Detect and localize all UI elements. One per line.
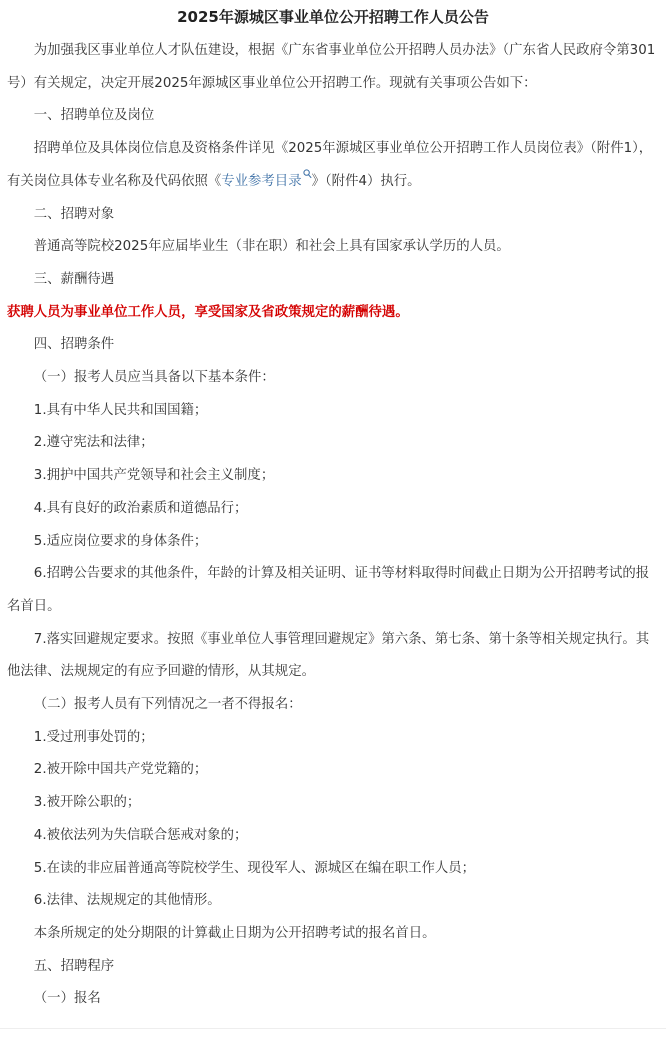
section-heading-target: 二、招聘对象 xyxy=(33,206,115,222)
article-body xyxy=(7,35,659,1016)
exclusion-note: 本条所规定的处分期限的计算截止日期为公开招聘考试的报名首日。 xyxy=(33,925,436,941)
units-text-end: 》（附件4）执行。 xyxy=(311,173,421,189)
page-title: 2025年源城区事业单位公开招聘工作人员公告 xyxy=(177,8,489,26)
exclusion-item: 4.被依法列为失信联合惩戒对象的； xyxy=(33,827,248,843)
exclusion-item: 3.被开除公职的； xyxy=(33,795,141,811)
conditions-exclusion-heading: （二）报考人员有下列情况之一者不得报名： xyxy=(33,697,302,713)
page-cut-divider xyxy=(0,1028,666,1029)
exclusion-item: 1.受过刑事处罚的； xyxy=(33,729,154,745)
procedure-registration-heading: （一）报名 xyxy=(33,991,101,1007)
search-icon[interactable] xyxy=(303,169,312,179)
intro-paragraph: 为加强我区事业单位人才队伍建设，根据《广东省事业单位公开招聘人员办法》（广东省人民政府令第301号）有关规定，决定开展2025年源城区事业单位公开招聘工作。现就有关事项公告如下： xyxy=(7,43,656,91)
section-heading-conditions: 四、招聘条件 xyxy=(33,337,115,353)
target-paragraph: 普通高等院校2025年应届毕业生（非在职）和社会上具有国家承认学历的人员。 xyxy=(33,239,510,255)
exclusion-item: 6.法律、法规规定的其他情形。 xyxy=(33,893,221,909)
section-heading-procedure: 五、招聘程序 xyxy=(33,958,115,974)
section-heading-salary: 三、薪酬待遇 xyxy=(33,271,115,287)
condition-item: 2.遵守宪法和法律； xyxy=(33,435,154,451)
exclusion-item: 2.被开除中国共产党党籍的； xyxy=(33,762,208,778)
condition-item: 4.具有良好的政治素质和道德品行； xyxy=(33,500,248,516)
condition-item: 7.落实回避规定要求。按照《事业单位人事管理回避规定》第六条、第七条、第十条等相关规定执行。其他法律、法规规定的有应予回避的情形，从其规定。 xyxy=(7,631,650,680)
catalog-link[interactable]: 专业参考目录 xyxy=(221,173,302,189)
units-paragraph xyxy=(7,133,659,198)
exclusion-item: 5.在读的非应届普通高等院校学生、现役军人、源城区在编在职工作人员； xyxy=(33,860,476,876)
condition-item: 5.适应岗位要求的身体条件； xyxy=(33,533,208,549)
section-heading-units: 一、招聘单位及岗位 xyxy=(33,108,155,124)
conditions-basic-heading: （一）报考人员应当具备以下基本条件： xyxy=(33,370,275,386)
condition-item: 3.拥护中国共产党领导和社会主义制度； xyxy=(33,468,275,484)
units-text-start: 招聘单位及具体岗位信息及资格条件详见《2025年源城区事业单位公开招聘工作人员岗位表》（附件1），有关岗位具体专业名称及代码依照《 xyxy=(7,141,653,189)
condition-item: 1.具有中华人民共和国国籍； xyxy=(33,402,208,418)
salary-paragraph: 获聘人员为事业单位工作人员，享受国家及省政策规定的薪酬待遇。 xyxy=(7,304,409,320)
condition-item: 6.招聘公告要求的其他条件，年龄的计算及相关证明、证书等材料取得时间截止日期为公开招聘考试的报名首日。 xyxy=(7,566,650,614)
